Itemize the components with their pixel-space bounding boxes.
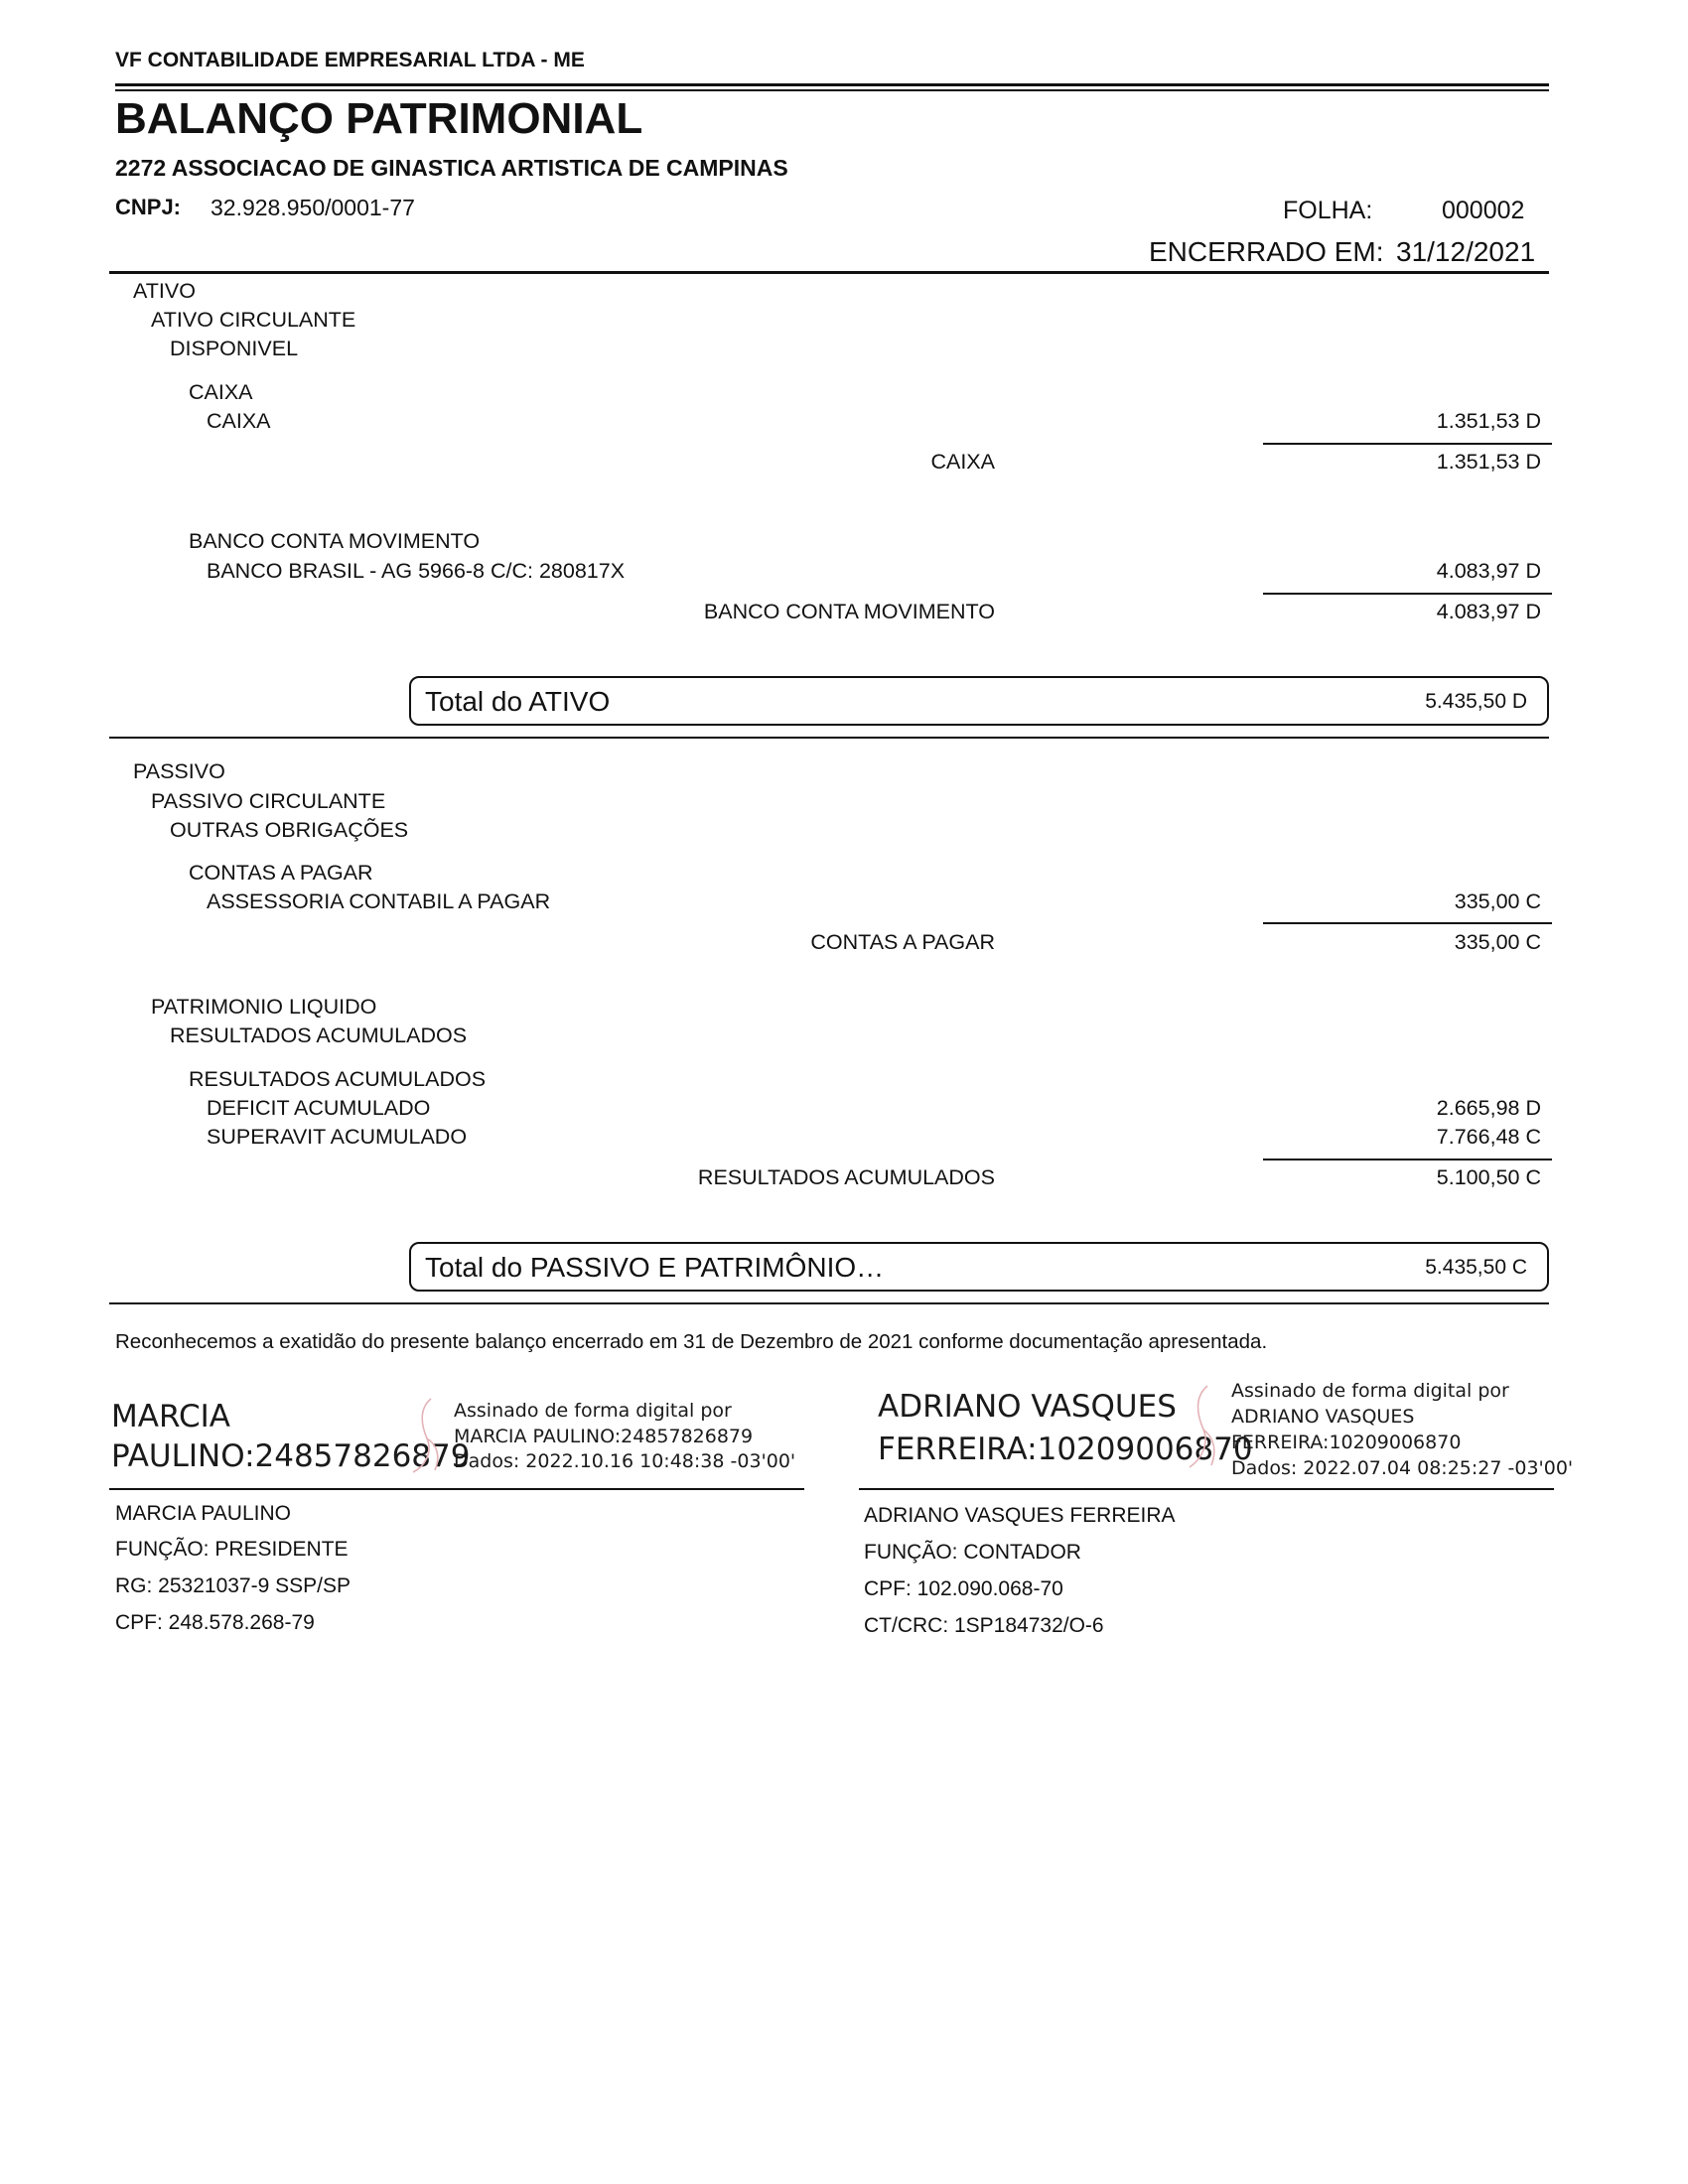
- contas-subtotal-label: CONTAS A PAGAR: [810, 930, 995, 954]
- sig-right-name-line1: ADRIANO VASQUES: [878, 1389, 1177, 1425]
- banco-item-label: BANCO BRASIL - AG 5966-8 C/C: 280817X: [207, 559, 626, 583]
- sig-left-rule: [109, 1488, 804, 1490]
- sig-left-info-line3: Dados: 2022.10.16 10:48:38 -03'00': [454, 1450, 796, 1472]
- folha-value: 000002: [1442, 197, 1525, 224]
- resultados-section: RESULTADOS ACUMULADOS: [170, 1024, 468, 1047]
- total-passivo-label: Total do PASSIVO E PATRIMÔNIO…: [425, 1252, 885, 1283]
- sig-right-info-line1: Assinado de forma digital por: [1231, 1380, 1509, 1402]
- total-passivo-value: 5.435,50 C: [1425, 1256, 1527, 1279]
- caixa-account: CAIXA: [189, 380, 253, 404]
- resultados-subtotal-label: RESULTADOS ACUMULADOS: [697, 1165, 995, 1189]
- superavit-value: 7.766,48 C: [1436, 1125, 1541, 1149]
- contas-subtotal-value: 335,00 C: [1454, 930, 1541, 954]
- contas-item-value: 335,00 C: [1454, 889, 1541, 913]
- resultados-subtotal-rule: [1263, 1159, 1552, 1160]
- passivo-circulante: PASSIVO CIRCULANTE: [151, 789, 386, 813]
- header-double-rule-bottom: [115, 89, 1549, 91]
- sig-left-name: MARCIA PAULINO: [115, 1502, 291, 1525]
- sig-left-rg: RG: 25321037-9 SSP/SP: [115, 1574, 351, 1597]
- total-ativo-box: [409, 676, 1549, 726]
- header-double-rule-top: [115, 83, 1549, 86]
- sig-left-role: FUNÇÃO: PRESIDENTE: [115, 1538, 349, 1561]
- sig-right-role: FUNÇÃO: CONTADOR: [864, 1541, 1081, 1564]
- encerrado-value: 31/12/2021: [1396, 236, 1536, 267]
- contas-account: CONTAS A PAGAR: [189, 861, 373, 885]
- deficit-label: DEFICIT ACUMULADO: [207, 1096, 431, 1120]
- total-passivo-box: [409, 1242, 1549, 1292]
- sig-right-rule: [859, 1488, 1554, 1490]
- sig-left-cpf: CPF: 248.578.268-79: [115, 1611, 315, 1634]
- ativo-section-rule: [109, 737, 1549, 739]
- ativo-group: ATIVO: [133, 279, 196, 303]
- banco-subtotal-rule: [1263, 593, 1552, 595]
- caixa-item-label: CAIXA: [207, 409, 271, 433]
- passivo-section-rule: [109, 1302, 1549, 1304]
- sig-right-cpf: CPF: 102.090.068-70: [864, 1577, 1063, 1600]
- cnpj-label: CNPJ:: [115, 195, 182, 219]
- superavit-label: SUPERAVIT ACUMULADO: [207, 1125, 468, 1149]
- entity-name: 2272 ASSOCIACAO DE GINASTICA ARTISTICA DE CAMPINAS: [115, 155, 788, 181]
- folha-label: FOLHA:: [1283, 197, 1373, 224]
- sig-right-info-line2: ADRIANO VASQUES: [1231, 1406, 1415, 1428]
- contas-subtotal-rule: [1263, 922, 1552, 924]
- cnpj-value: 32.928.950/0001-77: [211, 195, 415, 220]
- sig-right-crc: CT/CRC: 1SP184732/O-6: [864, 1614, 1104, 1637]
- banco-account: BANCO CONTA MOVIMENTO: [189, 529, 481, 553]
- resultados-account: RESULTADOS ACUMULADOS: [189, 1067, 487, 1091]
- sig-left-info-line2: MARCIA PAULINO:24857826879: [454, 1426, 754, 1447]
- sig-left-name-line1: MARCIA: [111, 1399, 230, 1434]
- encerrado-label: ENCERRADO EM:: [1149, 236, 1384, 267]
- sig-left-info-line1: Assinado de forma digital por: [454, 1400, 732, 1422]
- sig-left-mark-icon: [401, 1395, 447, 1476]
- banco-subtotal-value: 4.083,97 D: [1436, 600, 1541, 623]
- resultados-subtotal-value: 5.100,50 C: [1436, 1165, 1541, 1189]
- deficit-value: 2.665,98 D: [1436, 1096, 1541, 1120]
- sig-right-name-line2: FERREIRA:10209006870: [878, 1432, 1253, 1467]
- sig-left-name-line2: PAULINO:24857826879: [111, 1438, 471, 1474]
- outras-obrigacoes-section: OUTRAS OBRIGAÇÕES: [170, 818, 409, 842]
- total-ativo-value: 5.435,50 D: [1425, 690, 1527, 713]
- sig-right-info-line3: FERREIRA:10209006870: [1231, 1432, 1462, 1453]
- caixa-subtotal-rule: [1263, 443, 1552, 445]
- caixa-subtotal-value: 1.351,53 D: [1436, 450, 1541, 474]
- sig-right-name: ADRIANO VASQUES FERREIRA: [864, 1504, 1176, 1527]
- patrimonio-liquido: PATRIMONIO LIQUIDO: [151, 995, 377, 1019]
- sig-right-mark-icon: [1178, 1382, 1223, 1471]
- caixa-item-value: 1.351,53 D: [1436, 409, 1541, 433]
- contas-item-label: ASSESSORIA CONTABIL A PAGAR: [207, 889, 551, 913]
- attestation-statement: Reconhecemos a exatidão do presente balanço encerrado em 31 de Dezembro de 2021 conforme documentação apresentada.: [115, 1330, 1268, 1353]
- banco-subtotal-label: BANCO CONTA MOVIMENTO: [703, 600, 995, 623]
- ativo-circulante: ATIVO CIRCULANTE: [151, 308, 356, 332]
- caixa-subtotal-label: CAIXA: [930, 450, 995, 474]
- passivo-group: PASSIVO: [133, 759, 225, 783]
- total-ativo-label: Total do ATIVO: [425, 686, 611, 717]
- banco-item-value: 4.083,97 D: [1436, 559, 1541, 583]
- header-bottom-rule: [109, 271, 1549, 274]
- disponivel-section: DISPONIVEL: [170, 337, 299, 360]
- page-title: BALANÇO PATRIMONIAL: [115, 94, 643, 143]
- company-name: VF CONTABILIDADE EMPRESARIAL LTDA - ME: [115, 49, 585, 71]
- sig-right-info-line4: Dados: 2022.07.04 08:25:27 -03'00': [1231, 1457, 1574, 1479]
